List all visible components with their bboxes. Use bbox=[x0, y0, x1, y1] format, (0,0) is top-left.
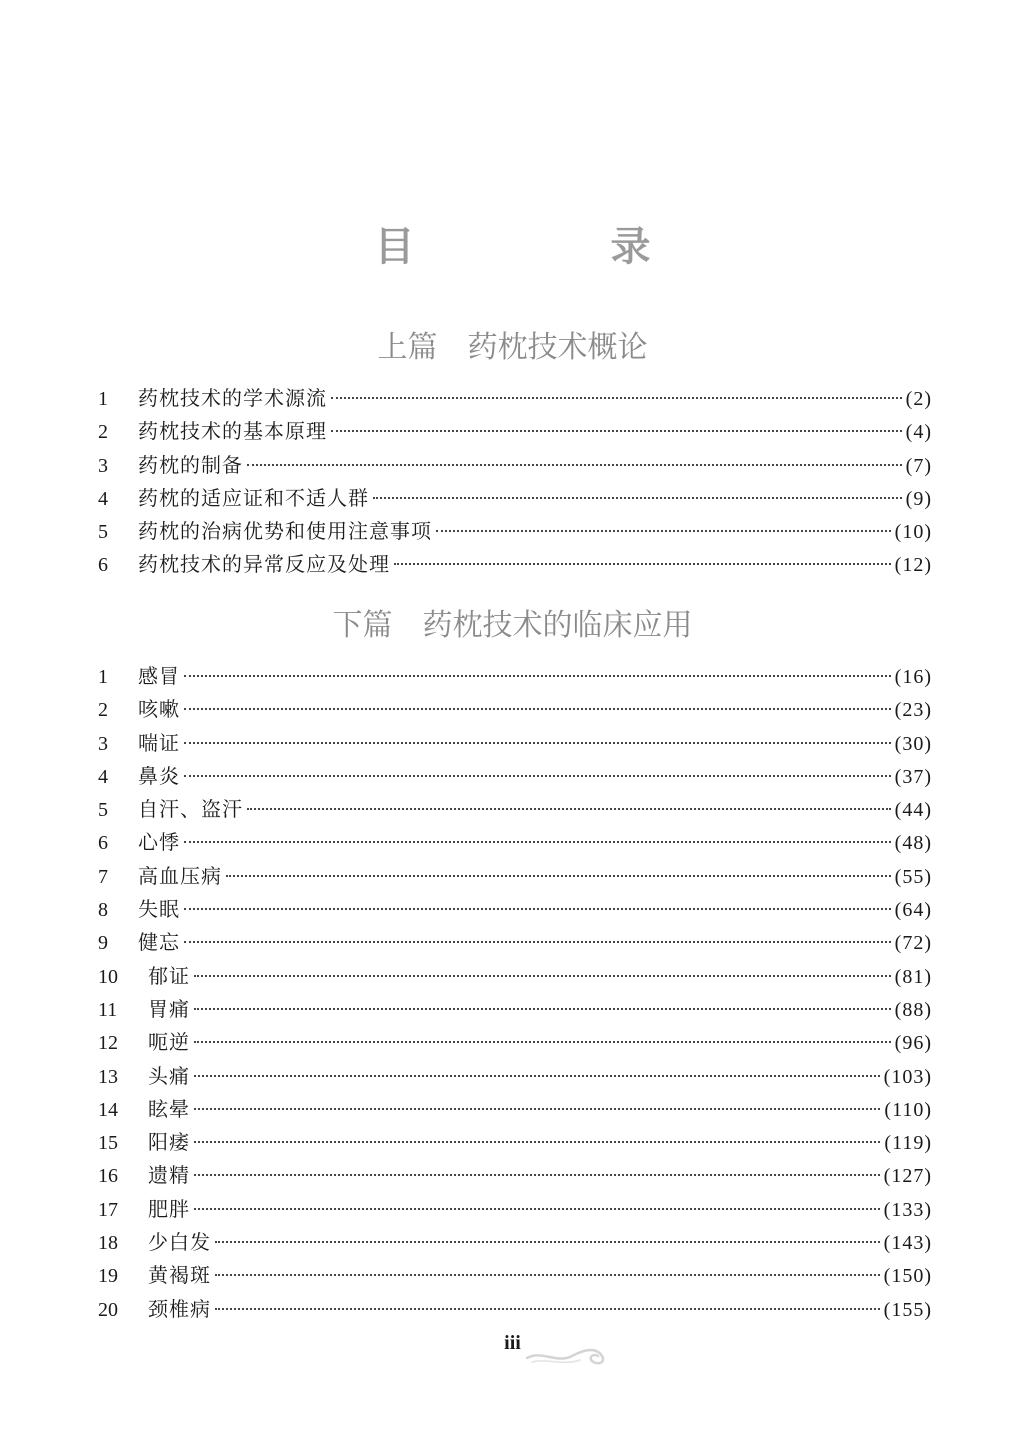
toc-entry[interactable] bbox=[98, 660, 932, 693]
toc-list-part1 bbox=[98, 382, 932, 582]
toc-entry[interactable] bbox=[98, 1293, 932, 1326]
toc-entry-title: 感冒 bbox=[138, 664, 180, 688]
dot-leader bbox=[331, 430, 902, 432]
toc-entry[interactable] bbox=[98, 693, 932, 726]
dot-leader bbox=[394, 563, 891, 565]
dot-leader bbox=[184, 941, 891, 943]
toc-entry[interactable] bbox=[98, 760, 932, 793]
toc-entry[interactable] bbox=[98, 449, 932, 482]
toc-entry[interactable] bbox=[98, 1193, 932, 1226]
dot-leader bbox=[184, 841, 891, 843]
toc-entry-number: 17 bbox=[98, 1198, 118, 1221]
toc-entry-page: (7) bbox=[905, 454, 932, 477]
dot-leader bbox=[247, 464, 902, 466]
toc-entry[interactable] bbox=[98, 1126, 932, 1159]
toc-entry-page: (37) bbox=[894, 765, 932, 788]
toc-entry-title: 肥胖 bbox=[148, 1196, 190, 1221]
dot-leader bbox=[194, 1174, 880, 1176]
toc-entry-title: 自汗、盗汗 bbox=[138, 797, 243, 822]
toc-entry-title: 眩晕 bbox=[148, 1096, 190, 1121]
toc-entry-title: 鼻炎 bbox=[138, 763, 180, 788]
toc-entry-page: (150) bbox=[883, 1265, 932, 1288]
dot-leader bbox=[215, 1308, 880, 1310]
toc-entry-title: 黄褐斑 bbox=[148, 1263, 211, 1288]
toc-entry-title: 心悸 bbox=[138, 830, 180, 855]
toc-entry-page: (72) bbox=[894, 932, 932, 955]
toc-entry-title: 呃逆 bbox=[148, 1030, 190, 1055]
dot-leader bbox=[194, 1075, 880, 1077]
toc-entry-title: 咳嗽 bbox=[138, 697, 180, 722]
section-title-part2: 下篇 药枕技术的临床应用 bbox=[332, 608, 693, 643]
toc-entry-title: 药枕技术的学术源流 bbox=[138, 386, 327, 410]
toc-entry-title: 阳痿 bbox=[148, 1130, 190, 1155]
toc-entry-number: 9 bbox=[98, 932, 108, 955]
toc-entry-number: 19 bbox=[98, 1265, 118, 1288]
dot-leader bbox=[184, 775, 891, 777]
toc-entry-number: 12 bbox=[98, 1032, 118, 1055]
toc-entry-page: (119) bbox=[884, 1132, 932, 1155]
toc-entry-page: (88) bbox=[894, 998, 932, 1021]
toc-entry-page: (110) bbox=[884, 1098, 932, 1121]
toc-entry[interactable] bbox=[98, 960, 932, 993]
toc-entry[interactable] bbox=[98, 1159, 932, 1192]
toc-entry[interactable] bbox=[98, 993, 932, 1026]
toc-entry[interactable] bbox=[98, 793, 932, 826]
toc-entry-page: (133) bbox=[883, 1198, 932, 1221]
toc-entry-page: (55) bbox=[894, 865, 932, 888]
toc-entry-title: 郁证 bbox=[148, 963, 190, 988]
toc-entry-page: (127) bbox=[883, 1165, 932, 1188]
toc-entry-number: 6 bbox=[98, 832, 108, 855]
toc-entry-title: 颈椎病 bbox=[148, 1296, 211, 1321]
toc-entry[interactable] bbox=[98, 1093, 932, 1126]
toc-entry-page: (12) bbox=[894, 554, 932, 577]
toc-entry-title: 药枕技术的基本原理 bbox=[138, 419, 327, 444]
toc-entry[interactable] bbox=[98, 926, 932, 959]
toc-entry-number: 1 bbox=[98, 388, 108, 410]
toc-entry-number: 4 bbox=[98, 765, 108, 788]
toc-entry-title: 药枕技术的异常反应及处理 bbox=[138, 552, 390, 577]
toc-entry-page: (81) bbox=[894, 965, 932, 988]
toc-entry-number: 6 bbox=[98, 554, 108, 577]
dot-leader bbox=[331, 397, 902, 399]
dot-leader bbox=[194, 1108, 880, 1110]
dot-leader bbox=[215, 1241, 880, 1243]
toc-entry-page: (64) bbox=[894, 899, 932, 922]
toc-entry[interactable] bbox=[98, 382, 932, 415]
toc-entry-number: 13 bbox=[98, 1065, 118, 1088]
dot-leader bbox=[184, 908, 891, 910]
toc-entry-number: 18 bbox=[98, 1232, 118, 1255]
dot-leader bbox=[226, 875, 891, 877]
toc-entry-page: (2) bbox=[905, 388, 932, 410]
toc-entry-title: 头痛 bbox=[148, 1063, 190, 1088]
toc-entry[interactable] bbox=[98, 1026, 932, 1059]
toc-entry-number: 4 bbox=[98, 487, 108, 510]
dot-leader bbox=[247, 808, 891, 810]
toc-entry-title: 药枕的适应证和不适人群 bbox=[138, 485, 369, 510]
toc-entry-number: 2 bbox=[98, 421, 108, 444]
toc-entry[interactable] bbox=[98, 548, 932, 581]
page-number: iii bbox=[504, 1332, 521, 1354]
toc-entry-page: (48) bbox=[894, 832, 932, 855]
toc-entry-page: (10) bbox=[894, 521, 932, 544]
toc-entry-page: (96) bbox=[894, 1032, 932, 1055]
toc-entry-title: 失眠 bbox=[138, 897, 180, 922]
toc-entry[interactable] bbox=[98, 893, 932, 926]
toc-entry[interactable] bbox=[98, 1060, 932, 1093]
toc-entry-number: 16 bbox=[98, 1165, 118, 1188]
toc-entry-number: 20 bbox=[98, 1298, 118, 1321]
dot-leader bbox=[194, 1008, 891, 1010]
toc-entry[interactable] bbox=[98, 826, 932, 859]
dot-leader bbox=[373, 497, 902, 499]
dot-leader bbox=[194, 975, 891, 977]
toc-entry-page: (44) bbox=[894, 799, 932, 822]
toc-entry-title: 胃痛 bbox=[148, 996, 190, 1021]
toc-entry[interactable] bbox=[98, 1226, 932, 1259]
dot-leader bbox=[194, 1141, 880, 1143]
toc-entry-number: 3 bbox=[98, 732, 108, 755]
toc-entry[interactable] bbox=[98, 515, 932, 548]
toc-entry-number: 3 bbox=[98, 454, 108, 477]
toc-entry-page: (16) bbox=[894, 666, 932, 688]
toc-entry[interactable] bbox=[98, 860, 932, 893]
toc-entry-number: 5 bbox=[98, 799, 108, 822]
toc-entry[interactable] bbox=[98, 1259, 932, 1292]
toc-entry-page: (103) bbox=[883, 1065, 932, 1088]
toc-entry-title: 健忘 bbox=[138, 930, 180, 955]
toc-entry[interactable] bbox=[98, 415, 932, 448]
toc-entry-number: 7 bbox=[98, 865, 108, 888]
decorative-swirl-icon bbox=[522, 1340, 617, 1370]
toc-entry-title: 喘证 bbox=[138, 730, 180, 755]
toc-entry[interactable] bbox=[98, 727, 932, 760]
toc-entry[interactable] bbox=[98, 482, 932, 515]
toc-entry-number: 11 bbox=[98, 998, 118, 1021]
toc-entry-page: (23) bbox=[894, 699, 932, 722]
dot-leader bbox=[184, 675, 891, 677]
dot-leader bbox=[436, 530, 891, 532]
toc-entry-page: (9) bbox=[905, 487, 932, 510]
toc-entry-number: 5 bbox=[98, 521, 108, 544]
toc-entry-number: 14 bbox=[98, 1098, 118, 1121]
dot-leader bbox=[215, 1274, 880, 1276]
toc-entry-page: (143) bbox=[883, 1232, 932, 1255]
toc-entry-number: 10 bbox=[98, 965, 118, 988]
section-title-part1: 上篇 药枕技术概论 bbox=[377, 330, 648, 365]
toc-entry-title: 遗精 bbox=[148, 1163, 190, 1188]
toc-entry-number: 1 bbox=[98, 666, 108, 688]
toc-entry-title: 药枕的制备 bbox=[138, 452, 243, 477]
toc-entry-number: 2 bbox=[98, 699, 108, 722]
dot-leader bbox=[194, 1208, 880, 1210]
toc-entry-number: 8 bbox=[98, 899, 108, 922]
toc-list-part2 bbox=[98, 660, 932, 1326]
dot-leader bbox=[194, 1041, 891, 1043]
page-title: 目 录 bbox=[374, 224, 729, 270]
dot-leader bbox=[184, 742, 891, 744]
toc-entry-page: (155) bbox=[883, 1298, 932, 1321]
dot-leader bbox=[184, 708, 891, 710]
toc-entry-number: 15 bbox=[98, 1132, 118, 1155]
toc-entry-page: (4) bbox=[905, 421, 932, 444]
toc-entry-title: 高血压病 bbox=[138, 863, 222, 888]
toc-entry-title: 药枕的治病优势和使用注意事项 bbox=[138, 519, 432, 544]
toc-entry-title: 少白发 bbox=[148, 1230, 211, 1255]
toc-entry-page: (30) bbox=[894, 732, 932, 755]
